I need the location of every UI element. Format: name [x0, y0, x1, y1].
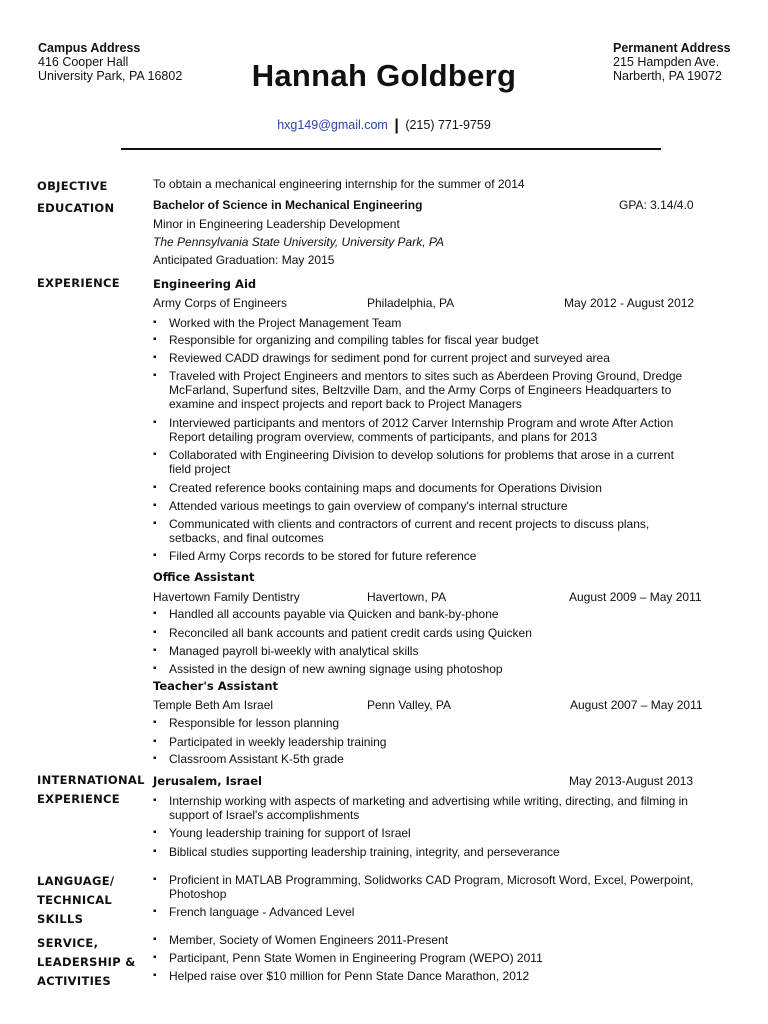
job-organization: Army Corps of Engineers — [153, 296, 288, 310]
education-school: The Pennsylvania State University, University Park, PA — [153, 235, 444, 249]
education-graduation: Anticipated Graduation: May 2015 — [153, 253, 335, 267]
list-item: ▪ Responsible for lesson planning — [153, 716, 698, 730]
section-label-line: TECHNICAL — [37, 893, 113, 907]
list-item: ▪ Internship working with aspects of marketing and advertising while writing, directing, and filming in support of Israel's accomplishments — [153, 794, 698, 822]
job-dates: August 2007 – May 2011 — [570, 698, 703, 712]
phone-number: (215) 771-9759 — [405, 118, 491, 132]
candidate-name: Hannah Goldberg — [251, 58, 517, 93]
list-item: ▪ Helped raise over $10 million for Penn State Dance Marathon, 2012 — [153, 969, 698, 983]
permanent-address-line1: 215 Hampden Ave. — [613, 55, 720, 69]
email-link[interactable]: hxg149@gmail.com — [277, 118, 388, 132]
list-item: ▪ Handled all accounts payable via Quicken and bank-by-phone — [153, 607, 698, 621]
job-organization: Temple Beth Am Israel — [153, 698, 274, 712]
campus-address-line2: University Park, PA 16802 — [38, 69, 183, 83]
list-item: ▪ Managed payroll bi-weekly with analytical skills — [153, 644, 698, 658]
list-item: ▪ Collaborated with Engineering Division to develop solutions for problems that arose in a current field project — [153, 448, 698, 476]
list-item: ▪ Interviewed participants and mentors of 2012 Carver Internship Program and wrote After Action Report detailing program overview, comments of participants, and plans for 2013 — [153, 416, 698, 444]
international-dates: May 2013-August 2013 — [569, 774, 694, 788]
job-title: Office Assistant — [153, 570, 255, 584]
list-item: ▪ Assisted in the design of new awning signage using photoshop — [153, 662, 698, 676]
section-label-line: LANGUAGE/ — [37, 874, 115, 888]
education-gpa: GPA: 3.14/4.0 — [619, 198, 694, 212]
permanent-address-title: Permanent Address — [613, 41, 731, 55]
objective-text: To obtain a mechanical engineering internship for the summer of 2014 — [153, 177, 525, 191]
section-label-service — [37, 934, 136, 991]
list-item: ▪ Young leadership training for support of Israel — [153, 826, 698, 840]
job-dates: August 2009 – May 2011 — [569, 590, 702, 604]
section-label-skills — [37, 872, 114, 929]
list-item: ▪ Traveled with Project Engineers and mentors to sites such as Aberdeen Proving Ground, Dredge McFarland, Superfund sites, Beltzville Dam, and the Army Corps of Engineers Headquarters to examine and inspect projects and report back to Project Managers — [153, 369, 698, 411]
section-label-line: SERVICE, — [37, 936, 99, 950]
list-item: ▪ Classroom Assistant K-5th grade — [153, 752, 698, 766]
campus-address-title: Campus Address — [38, 41, 141, 55]
contact-separator: | — [394, 117, 399, 134]
education-degree: Bachelor of Science in Mechanical Engineering — [153, 198, 423, 212]
list-item: ▪ Communicated with clients and contractors of current and recent projects to discuss plans, setbacks, and final outcomes — [153, 517, 698, 545]
job-location: Havertown, PA — [367, 590, 447, 604]
list-item: ▪ Member, Society of Women Engineers 2011-Present — [153, 933, 698, 947]
list-item: ▪ Attended various meetings to gain overview of company's internal structure — [153, 499, 698, 513]
section-label-line: LEADERSHIP & — [37, 955, 136, 969]
job-title: Engineering Aid — [153, 277, 257, 291]
section-label-experience: EXPERIENCE — [37, 276, 120, 290]
list-item: ▪ Worked with the Project Management Team — [153, 316, 698, 330]
job-location: Penn Valley, PA — [367, 698, 452, 712]
contact-line — [0, 117, 768, 135]
section-label-line: ACTIVITIES — [37, 974, 111, 988]
permanent-address-line2: Narberth, PA 19072 — [613, 69, 722, 83]
list-item: ▪ Reviewed CADD drawings for sediment pond for current project and surveyed area — [153, 351, 698, 365]
international-title: Jerusalem, Israel — [153, 774, 262, 788]
list-item: ▪ Created reference books containing maps and documents for Operations Division — [153, 481, 698, 495]
section-label-international — [37, 771, 145, 809]
section-label-line: SKILLS — [37, 912, 84, 926]
header-divider — [121, 148, 661, 150]
list-item: ▪ French language - Advanced Level — [153, 905, 698, 919]
job-organization: Havertown Family Dentistry — [153, 590, 300, 604]
section-label-line: EXPERIENCE — [37, 792, 120, 806]
list-item: ▪ Reconciled all bank accounts and patient credit cards using Quicken — [153, 626, 698, 640]
job-location: Philadelphia, PA — [367, 296, 455, 310]
section-label-line: INTERNATIONAL — [37, 773, 145, 787]
list-item: ▪ Proficient in MATLAB Programming, Solidworks CAD Program, Microsoft Word, Excel, Powerpoint, Photoshop — [153, 873, 698, 901]
list-item: ▪ Participated in weekly leadership training — [153, 735, 698, 749]
list-item: ▪ Responsible for organizing and compiling tables for fiscal year budget — [153, 333, 698, 347]
section-label-objective: OBJECTIVE — [37, 179, 108, 193]
list-item: ▪ Biblical studies supporting leadership training, integrity, and perseverance — [153, 845, 698, 859]
list-item: ▪ Participant, Penn State Women in Engineering Program (WEPO) 2011 — [153, 951, 698, 965]
campus-address-line1: 416 Cooper Hall — [38, 55, 129, 69]
list-item: ▪ Filed Army Corps records to be stored for future reference — [153, 549, 698, 563]
education-minor: Minor in Engineering Leadership Development — [153, 217, 400, 231]
job-dates: May 2012 - August 2012 — [564, 296, 695, 310]
job-title: Teacher's Assistant — [153, 679, 279, 693]
section-label-education: EDUCATION — [37, 201, 115, 215]
